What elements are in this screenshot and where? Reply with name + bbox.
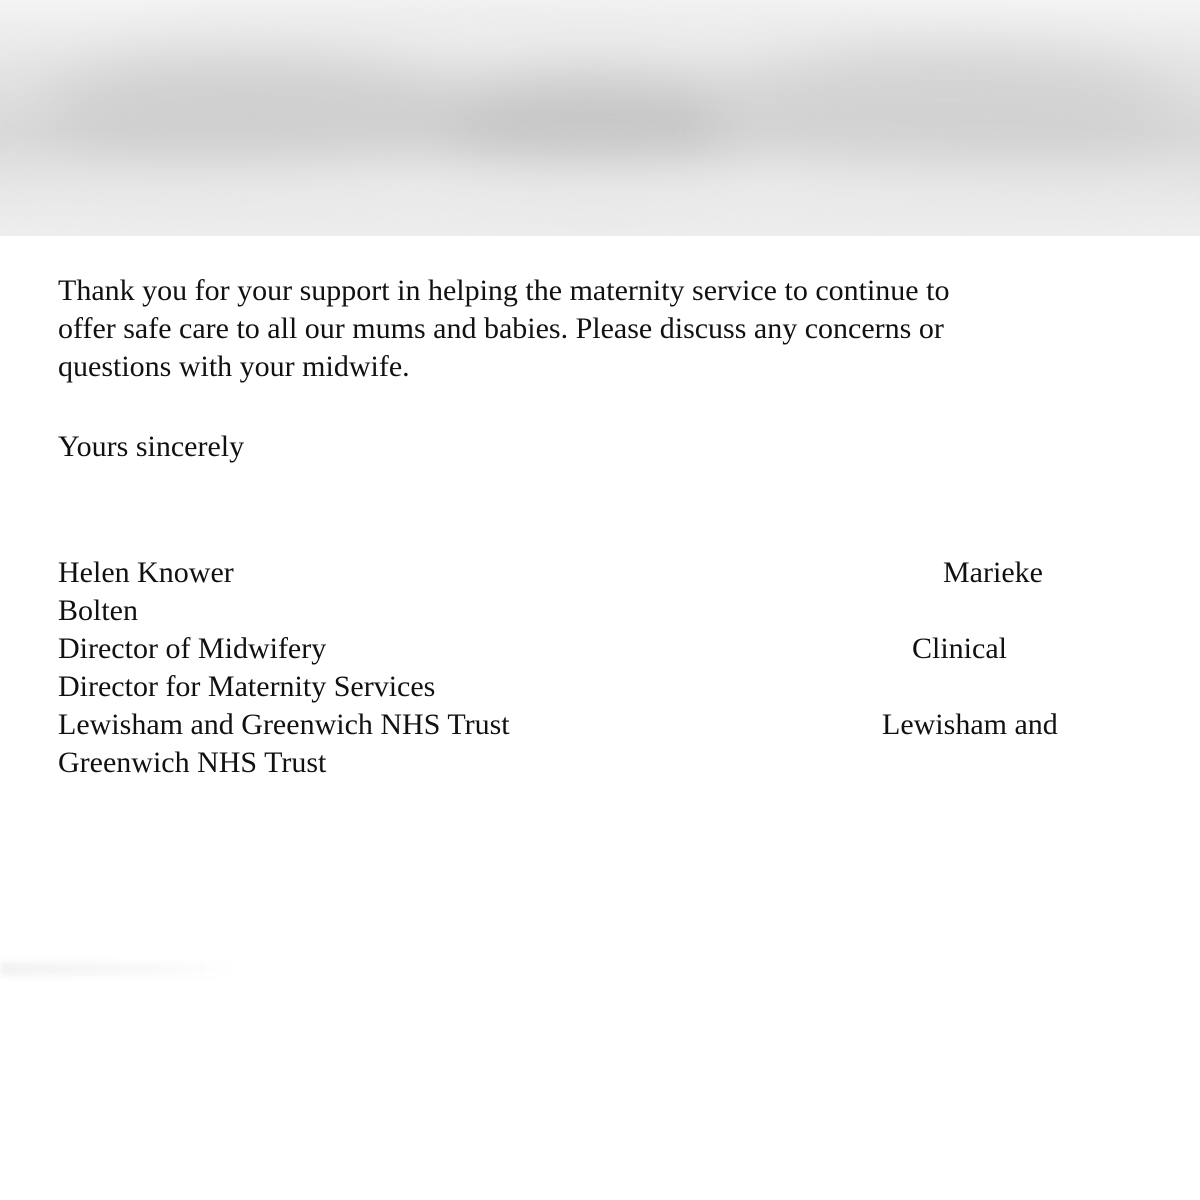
signatory-name-left: Helen Knower: [58, 556, 234, 589]
signatory-org-left: Lewisham and Greenwich NHS Trust: [58, 708, 510, 741]
paragraph-line: offer safe care to all our mums and babies. Please discuss any concerns or: [58, 312, 944, 345]
letter-body: [58, 272, 1148, 386]
signatory-title-right: Clinical: [912, 632, 1007, 665]
paragraph-line: questions with your midwife.: [58, 350, 410, 383]
paragraph-line: Thank you for your support in helping the maternity service to continue to: [58, 274, 950, 307]
signatory-title-left: Director of Midwifery: [58, 632, 327, 665]
blur-shape: [430, 80, 750, 180]
closing-salutation: Yours sincerely: [58, 430, 245, 463]
signatory-name-right: Marieke: [943, 556, 1043, 589]
signatory-org-right: Lewisham and: [882, 708, 1058, 741]
blurred-header-region: [0, 0, 1200, 236]
blur-shape: [40, 60, 460, 170]
signatory-org-wrap: Greenwich NHS Trust: [58, 746, 327, 779]
blur-shape: [160, 10, 860, 50]
signatory-title-wrap: Director for Maternity Services: [58, 670, 436, 703]
blur-shape: [0, 170, 1200, 230]
blur-shape: [720, 55, 1180, 175]
signatory-name-wrap: Bolten: [58, 594, 138, 627]
faint-smudge: [0, 962, 240, 976]
